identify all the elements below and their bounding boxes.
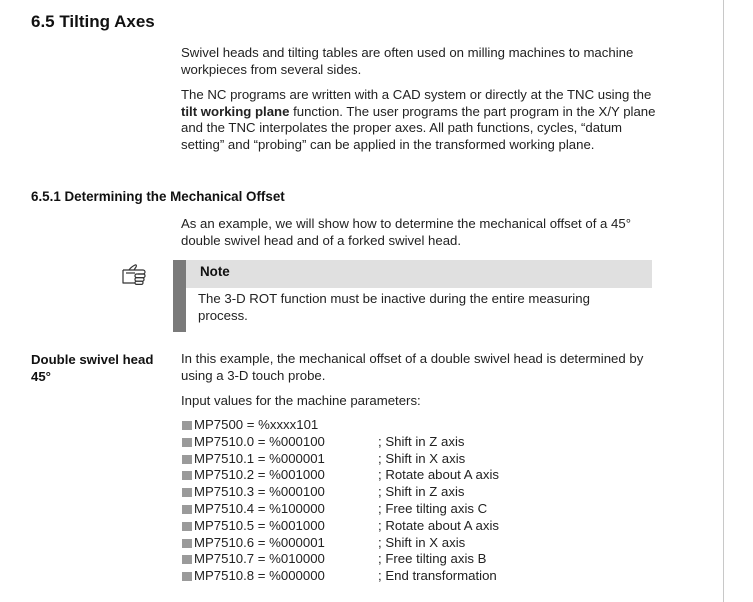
double-swivel-side-heading: Double swivel head 45° — [31, 352, 154, 384]
mp-comment: ; Rotate about A axis — [378, 467, 499, 483]
list-item — [181, 518, 681, 535]
square-bullet-icon — [182, 555, 192, 564]
mp-comment: ; Free tilting axis B — [378, 551, 487, 567]
pointing-hand-icon — [121, 261, 157, 285]
list-item — [181, 551, 681, 568]
note-text: The 3-D ROT function must be inactive during the entire measuring process. — [198, 291, 590, 323]
subsection-intro: As an example, we will show how to determine the mechanical offset of a 45° double swivel head and of a forked swivel head. — [181, 216, 631, 248]
mp-comment: ; Free tilting axis C — [378, 500, 488, 516]
intro-paragraph-2 — [181, 87, 661, 153]
square-bullet-icon — [182, 488, 192, 497]
intro-paragraph-1: Swivel heads and tilting tables are often used on milling machines to machine workpieces from several sides. — [181, 45, 634, 77]
list-item — [181, 417, 681, 434]
mp-value: MP7510.3 = %000100 — [194, 484, 325, 500]
mp-comment: ; Shift in Z axis — [378, 433, 465, 449]
list-item — [181, 467, 681, 484]
note-title: Note — [200, 264, 230, 279]
square-bullet-icon — [182, 539, 192, 548]
mp-value: MP7510.2 = %001000 — [194, 467, 325, 483]
list-item — [181, 501, 681, 518]
square-bullet-icon — [182, 438, 192, 447]
list-item — [181, 451, 681, 468]
mp-comment: ; Rotate about A axis — [378, 517, 499, 533]
list-item — [181, 434, 681, 451]
square-bullet-icon — [182, 572, 192, 581]
square-bullet-icon — [182, 471, 192, 480]
params-label: Input values for the machine parameters: — [181, 393, 421, 408]
square-bullet-icon — [182, 522, 192, 531]
mp-value: MP7510.6 = %000001 — [194, 534, 325, 550]
square-bullet-icon — [182, 505, 192, 514]
square-bullet-icon — [182, 455, 192, 464]
subsection-heading: 6.5.1 Determining the Mechanical Offset — [31, 189, 285, 204]
mp-comment: ; Shift in X axis — [378, 534, 466, 550]
machine-parameter-list — [181, 417, 681, 585]
square-bullet-icon — [182, 421, 192, 430]
mp-value: MP7510.0 = %000100 — [194, 433, 325, 449]
mp-comment: ; Shift in Z axis — [378, 484, 465, 500]
note-side-bar — [173, 260, 186, 332]
double-swivel-intro: In this example, the mechanical offset of a double swivel head is determined by using a 3-D touch probe. — [181, 351, 644, 383]
mp-value: MP7500 = %xxxx101 — [194, 417, 319, 432]
note-box — [173, 260, 652, 332]
list-item — [181, 535, 681, 552]
mp-comment: ; End transformation — [378, 568, 497, 584]
page-edge-rule — [723, 0, 724, 602]
list-item — [181, 568, 681, 585]
mp-value: MP7510.1 = %000001 — [194, 450, 325, 466]
mp-comment: ; Shift in X axis — [378, 450, 466, 466]
intro-2-text-a: The NC programs are written with a CAD system or directly at the TNC using the — [181, 87, 652, 102]
mp-value: MP7510.5 = %001000 — [194, 517, 325, 533]
intro-2-text-b: function. The user programs the part program in the X/Y plane and the TNC interpolates the proper axes. All path functions, cycles, “datum setting” and “probing” can be applied in the transformed working plane. — [181, 103, 656, 152]
mp-value: MP7510.4 = %100000 — [194, 500, 325, 516]
note-header — [186, 260, 652, 288]
mp-value: MP7510.7 = %010000 — [194, 551, 325, 567]
mp-value: MP7510.8 = %000000 — [194, 568, 325, 584]
section-heading: 6.5 Tilting Axes — [31, 12, 155, 31]
list-item — [181, 484, 681, 501]
tilt-working-plane-term: tilt working plane — [181, 103, 290, 119]
